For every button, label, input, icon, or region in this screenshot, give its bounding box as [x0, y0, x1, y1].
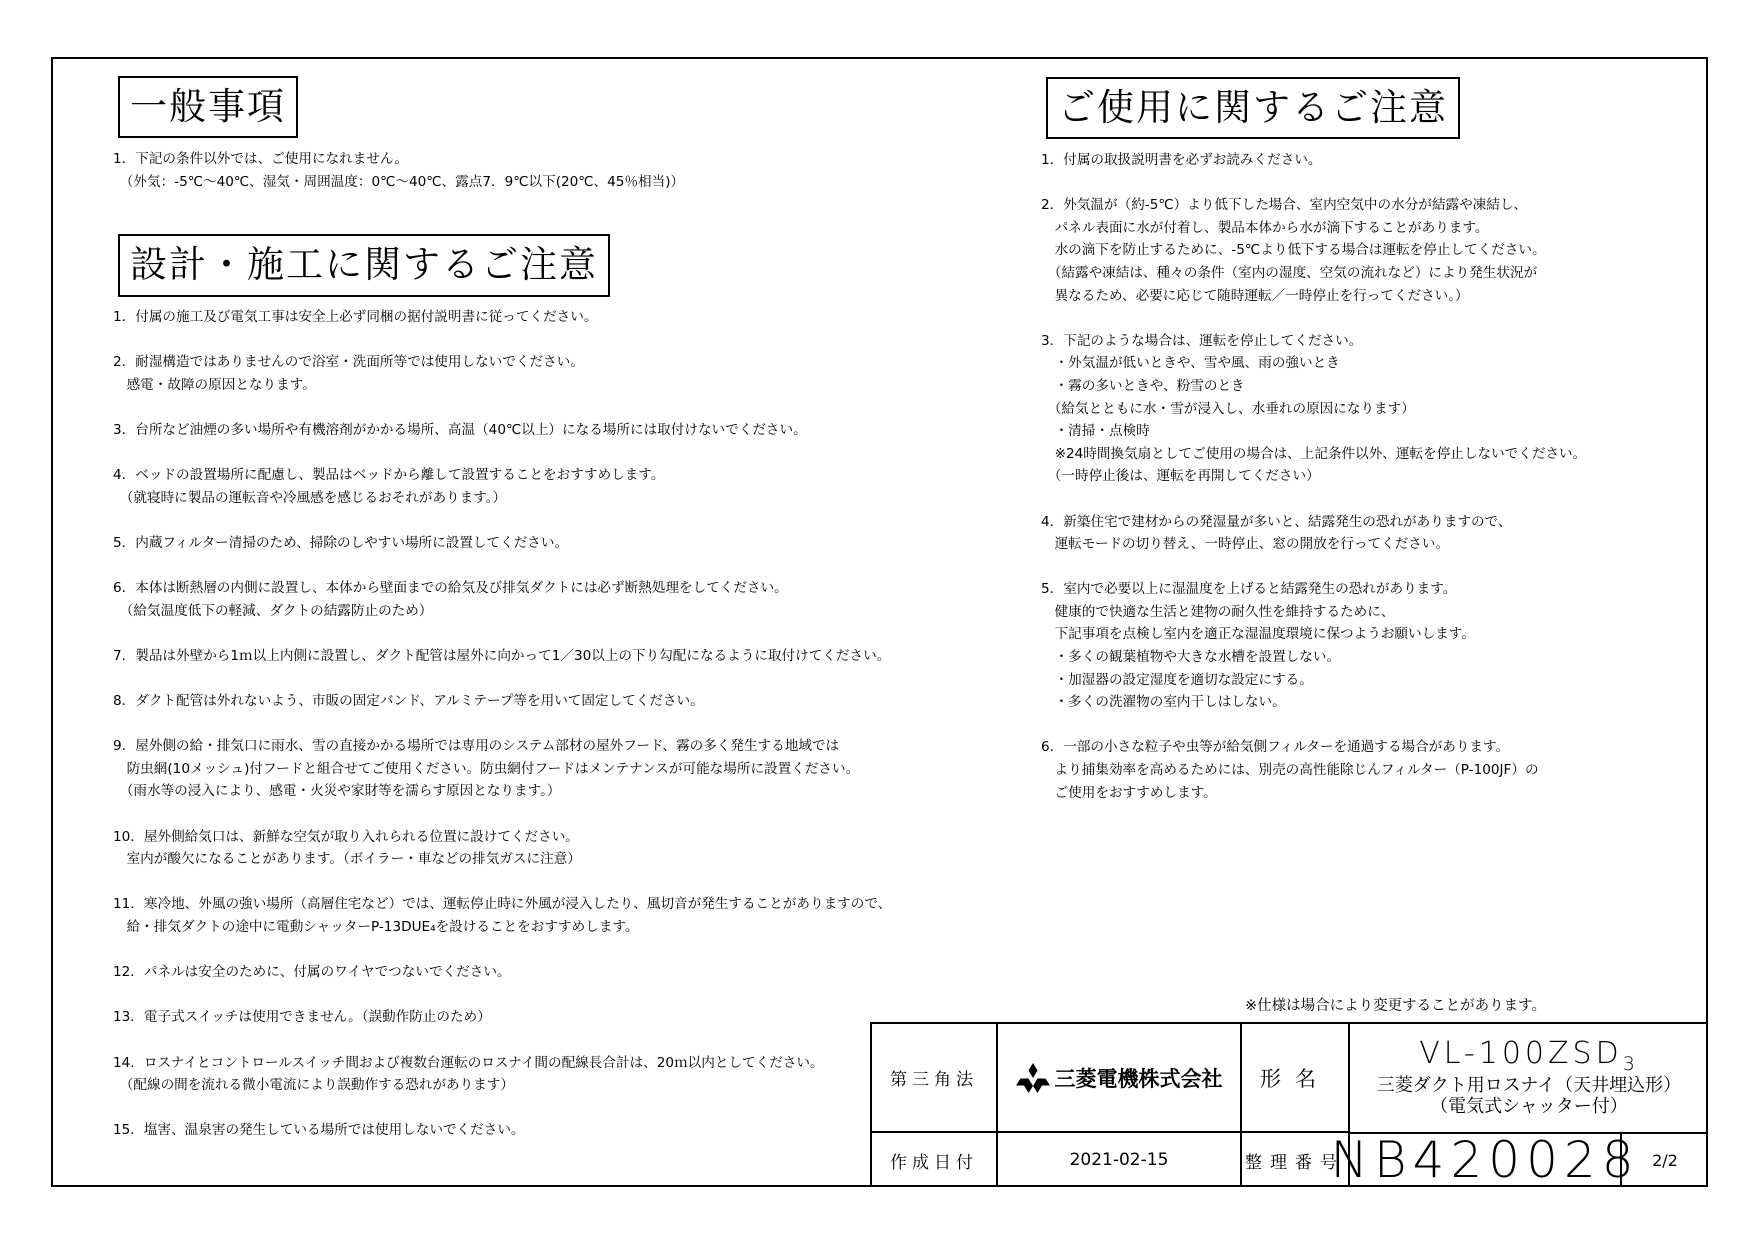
design-item-1	[113, 306, 891, 329]
design-item-line: 2．耐湿構造ではありませんので浴室・洗面所等では使用しないでください。	[113, 354, 584, 371]
design-item-line: 室内が酸欠になることがあります。（ボイラー・車などの排気ガスに注意）	[113, 851, 581, 868]
usage-item-line: ・清掃・点検時	[1041, 423, 1150, 440]
design-item-line: 10．屋外側給気口は、新鮮な空気が取り入れられる位置に設けてください。	[113, 828, 579, 845]
model-label: 形名	[1260, 1066, 1330, 1091]
design-item-11	[113, 893, 891, 938]
date-value: 2021-02-15	[1069, 1150, 1169, 1170]
design-item-2	[113, 351, 891, 396]
usage-item-line: （結露や凍結は、種々の条件（室内の湿度、空気の流れなど）により発生状況が	[1041, 264, 1538, 281]
design-item-line: 1．付属の施工及び電気工事は安全上必ず同梱の据付説明書に従ってください。	[113, 309, 598, 325]
design-item-line: 12．パネルは安全のために、付属のワイヤでつないでください。	[113, 964, 511, 981]
usage-item-line: （一時停止後は、運転を再開してください）	[1041, 468, 1320, 485]
design-item-5	[113, 532, 891, 555]
product-name: 三菱ダクト用ロスナイ（天井埋込形）	[1376, 1075, 1682, 1097]
design-item-line: 15．塩害、温泉害の発生している場所では使用しないでください。	[113, 1122, 525, 1139]
model-number-line	[1419, 1037, 1639, 1076]
model-subscript: 3	[1622, 1053, 1639, 1076]
usage-item-6	[1041, 736, 1586, 804]
general-item-1	[113, 148, 684, 193]
title-block	[870, 1022, 1708, 1187]
design-heading: 設計・施工に関するご注意	[118, 234, 610, 297]
design-item-3	[113, 419, 891, 442]
design-item-line: 6．本体は断熱層の内側に設置し、本体から壁面までの給気及び排気ダクトには必ず断熱処理をしてください。	[113, 580, 788, 597]
usage-item-line: 健康的で快適な生活と建物の耐久性を維持するために、	[1041, 603, 1395, 620]
usage-item-line: パネル表面に水が付着し、製品本体から水が滴下することがあります。	[1041, 219, 1489, 236]
design-item-12	[113, 961, 891, 984]
design-item-4	[113, 464, 891, 509]
doc-no-label: 整理番号	[1245, 1152, 1345, 1173]
company-cell	[998, 1024, 1240, 1131]
general-heading: 一般事項	[118, 76, 298, 138]
usage-item-line: ・多くの観葉植物や大きな水槽を設置しない。	[1041, 649, 1341, 666]
design-item-line: 感電・故障の原因となります。	[113, 376, 316, 393]
design-item-line: 防虫網(10メッシュ)付フードと組合せてご使用ください。防虫網付フードはメンテナンスが可能な場所に設置ください。	[113, 760, 860, 777]
general-item-line: （外気：-5℃～40℃、湿気・周囲温度：0℃～40℃、露点7．9℃以下(20℃、45％相当)）	[113, 173, 685, 190]
doc-no: NB420028	[1330, 1131, 1640, 1189]
model-cell	[1350, 1024, 1708, 1131]
usage-section	[1041, 149, 1586, 804]
design-item-6	[113, 577, 891, 622]
usage-item-line: 6．一部の小さな粒子や虫等が給気側フィルターを通過する場合があります。	[1041, 739, 1510, 756]
usage-item-line: ・外気温が低いときや、雪や風、雨の強いとき	[1041, 355, 1340, 372]
design-item-line: 9．屋外側の給・排気口に雨水、雪の直接かかる場所では専用のシステム部材の屋外フード、霧の多く発生する地域では	[113, 738, 840, 755]
design-item-line: 11．寒冷地、外風の強い場所（高層住宅など）では、運転停止時に外風が浸入したり、風切音が発生することがありますので、	[113, 896, 892, 913]
page-number: 2/2	[1652, 1150, 1678, 1170]
date-label: 作成日付	[890, 1152, 978, 1173]
usage-item-line: 運転モードの切り替え、一時停止、窓の開放を行ってください。	[1041, 536, 1450, 553]
design-item-15	[113, 1119, 891, 1142]
design-item-line: （就寝時に製品の運転音や冷風感を感じるおそれがあります。）	[113, 489, 507, 506]
design-item-line: （雨水等の浸入により、感電・火災や家財等を濡らす原因となります。）	[113, 783, 561, 800]
usage-item-line: （給気とともに水・雪が浸入し、水垂れの原因になります）	[1041, 400, 1415, 417]
usage-item-line: 3．下記のような場合は、運転を停止してください。	[1041, 332, 1363, 349]
design-item-14	[113, 1052, 891, 1097]
usage-item-line: 異なるため、必要に応じて随時運転／一時停止を行ってください。）	[1041, 287, 1469, 304]
design-item-line: 14．ロスナイとコントロールスイッチ間および複数台運転のロスナイ間の配線長合計は、20ｍ以内としてください。	[113, 1054, 824, 1071]
general-item-line: 1．下記の条件以外では、ご使用になれません。	[113, 151, 408, 167]
usage-item-line: ・霧の多いときや、粉雪のとき	[1041, 377, 1245, 394]
design-item-line: 7．製品は外壁から1ｍ以上内側に設置し、ダクト配管は屋外に向かって1／30以上の下り勾配になるように取付けてください。	[113, 647, 891, 664]
usage-heading: ご使用に関するご注意	[1046, 77, 1460, 139]
product-sub: （電気式シャッター付）	[1430, 1095, 1628, 1117]
design-item-line: 4．ベッドの設置場所に配慮し、製品はベッドから離して設置することをおすすめします。	[113, 467, 665, 484]
company-name: 三菱電機株式会社	[1054, 1066, 1223, 1091]
design-item-line: 8．ダクト配管は外れないよう、市販の固定バンド、アルミテープ等を用いて固定してください。	[113, 693, 704, 710]
usage-item-line: ・多くの洗濯物の室内干しはしない。	[1041, 694, 1286, 711]
design-item-7	[113, 645, 891, 668]
model-number: VL-100ZSD	[1419, 1036, 1623, 1072]
usage-item-1	[1041, 149, 1586, 172]
usage-item-line: 4．新築住宅で建材からの発湿量が多いと、結露発生の恐れがありますので、	[1041, 513, 1512, 530]
design-item-8	[113, 690, 891, 713]
design-item-line: 13．電子式スイッチは使用できません。（誤動作防止のため）	[113, 1009, 491, 1026]
usage-item-line: 5．室内で必要以上に湿温度を上げると結露発生の恐れがあります。	[1041, 581, 1457, 598]
design-item-line: 5．内蔵フィルター清掃のため、掃除のしやすい場所に設置してください。	[113, 534, 569, 551]
usage-item-line: ご使用をおすすめします。	[1041, 784, 1217, 801]
design-item-9	[113, 735, 891, 803]
usage-item-line: 2．外気温が（約-5℃）より低下した場合、室内空気中の水分が結露や凍結し、	[1041, 197, 1528, 214]
usage-item-line: 下記事項を点検し室内を適正な湿温度環境に保つようお願いします。	[1041, 626, 1475, 643]
design-item-line: 3．台所など油煙の多い場所や有機溶剤がかかる場所、高温（40℃以上）になる場所には取付けないでください。	[113, 421, 807, 438]
mitsubishi-logo-icon	[1016, 1063, 1050, 1093]
design-section	[113, 306, 891, 1142]
general-section	[113, 148, 684, 193]
usage-item-line: ※24時間換気扇としてご使用の場合は、上記条件以外、運転を停止しないでください。	[1041, 445, 1587, 462]
usage-item-line: ・加湿器の設定湿度を適切な設定にする。	[1041, 671, 1313, 688]
usage-item-3	[1041, 330, 1586, 488]
projection-label: 第三角法	[890, 1070, 978, 1090]
usage-item-4	[1041, 511, 1586, 556]
design-item-line: 給・排気ダクトの途中に電動シャッターP-13DUE₄を設けることをおすすめします。	[113, 919, 639, 936]
usage-item-line: より捕集効率を高めるためには、別売の高性能除じんフィルター（P-100JF）の	[1041, 762, 1539, 779]
usage-item-line: 1．付属の取扱説明書を必ずお読みください。	[1041, 152, 1322, 168]
design-item-10	[113, 826, 891, 871]
usage-item-5	[1041, 578, 1586, 714]
design-item-line: （給気温度低下の軽減、ダクトの結露防止のため）	[113, 602, 433, 619]
usage-item-2	[1041, 194, 1586, 307]
design-item-line: （配線の間を流れる微小電流により誤動作する恐れがあります）	[113, 1077, 515, 1094]
design-item-13	[113, 1006, 891, 1029]
usage-item-line: 水の滴下を防止するために、-5℃より低下する場合は運転を停止してください。	[1041, 242, 1546, 259]
spec-change-note: ※仕様は場合により変更することがあります。	[1245, 998, 1546, 1014]
